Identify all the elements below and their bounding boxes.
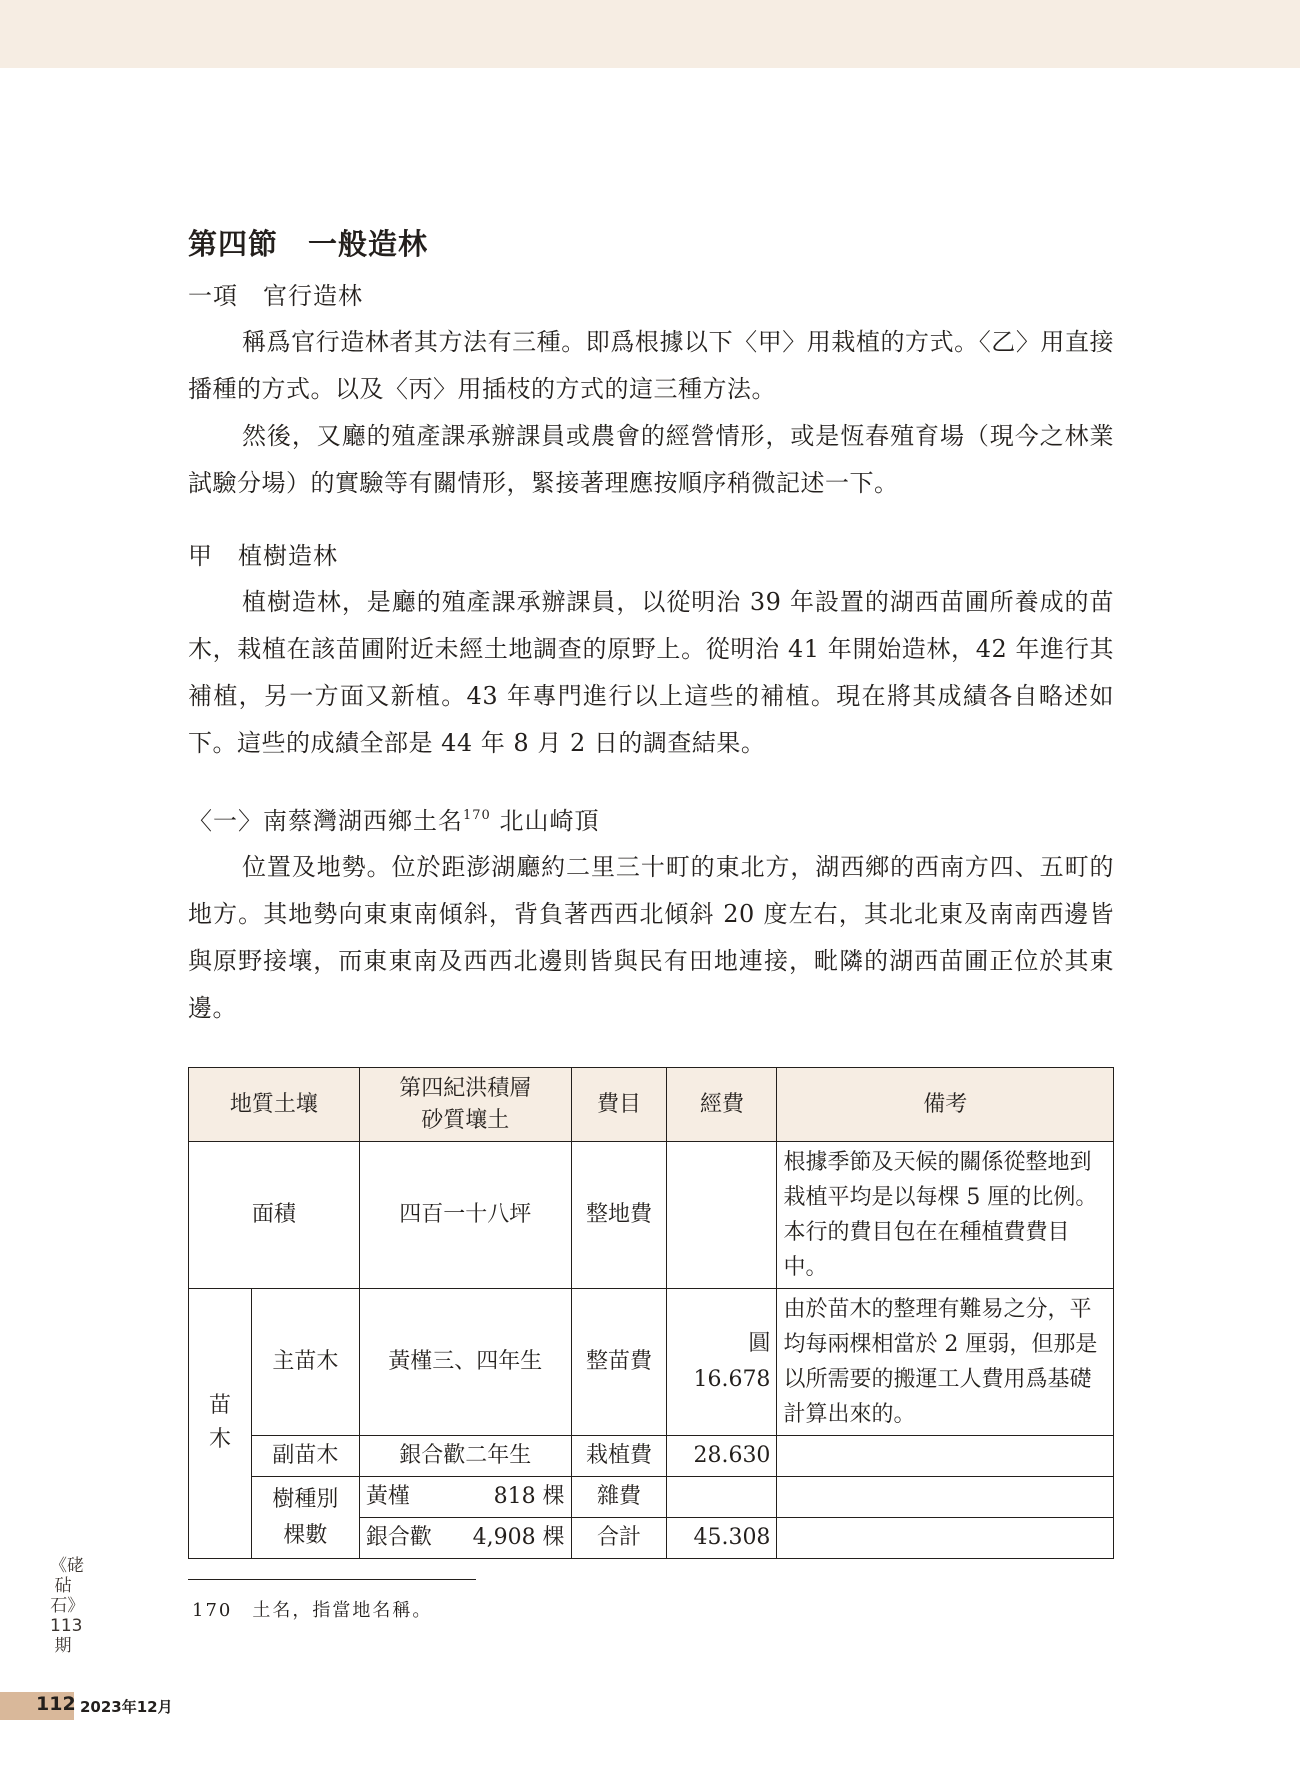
- magazine-title-vertical: 《硓砧石》113期: [50, 1556, 84, 1656]
- species-count: 4,908 棵: [472, 1525, 565, 1550]
- main-seedling-value: 黃槿三、四年生: [359, 1289, 571, 1436]
- item-1-title-text: 〈一〉南蔡灣湖西鄉土名: [188, 807, 463, 835]
- header-item: 費目: [571, 1068, 667, 1142]
- species-count-label: [251, 1477, 359, 1559]
- soil-value-line: 砂質壤土: [421, 1107, 510, 1133]
- header-cost: 經費: [667, 1068, 777, 1142]
- footnote-rule: [188, 1579, 476, 1580]
- footnote: 170 土名，指當地名稱。: [192, 1600, 433, 1621]
- header-band: [0, 0, 1300, 68]
- paragraph: 然後，又廳的殖產課承辦課員或農會的經營情形，或是恆春殖育場（現今之林業試驗分場）的實驗等有關情形，緊接著理應按順序稍微記述一下。: [188, 422, 1114, 497]
- article-body: [188, 222, 1114, 1032]
- species-label-line: 棵數: [283, 1522, 328, 1548]
- paragraph: 稱爲官行造林者其方法有三種。即爲根據以下〈甲〉用栽植的方式。〈乙〉用直接播種的方式。以及〈丙〉用插枝的方式的這三種方法。: [188, 328, 1114, 403]
- species-name: 銀合歡: [365, 1525, 432, 1550]
- main-seedling-label: 主苗木: [251, 1289, 359, 1436]
- misc-cost: [667, 1477, 777, 1518]
- sub-seedling-cost: 28.630: [667, 1436, 777, 1477]
- sub-seedling-remark: [777, 1436, 1114, 1477]
- footnote-ref[interactable]: 170: [463, 808, 491, 823]
- paragraph: 位置及地勢。位於距澎湖廳約二里三十町的東北方，湖西鄉的西南方四、五町的地方。其地勢向東東南傾斜，背負著西西北傾斜 20 度左右，其北北東及南南西邊皆與原野接壤，而東東南及西西北邊則皆與民有田地連接，毗隣的湖西苗圃正位於其東邊。: [188, 853, 1114, 1022]
- area-item: 整地費: [571, 1142, 667, 1289]
- cost-value: 16.678: [693, 1367, 771, 1392]
- seedling-group-label: [189, 1289, 252, 1559]
- main-seedling-item: 整苗費: [571, 1289, 667, 1436]
- species-2: [359, 1518, 571, 1559]
- seedling-group-text: 苗木: [208, 1393, 231, 1452]
- subsection-title: 一項 官行造林: [188, 282, 363, 310]
- table-row: [189, 1477, 1114, 1518]
- sub-seedling-value: 銀合歡二年生: [359, 1436, 571, 1477]
- table-row: [189, 1142, 1114, 1289]
- species-count: 818 棵: [493, 1484, 565, 1509]
- total-item: 合計: [571, 1518, 667, 1559]
- item-1-title-rest: 北山崎頂: [490, 807, 600, 835]
- sub-seedling-item: 栽植費: [571, 1436, 667, 1477]
- currency-unit: 圓: [748, 1331, 771, 1356]
- species-1: [359, 1477, 571, 1518]
- area-cost: [667, 1142, 777, 1289]
- item-1-title: [188, 793, 1114, 844]
- misc-item: 雜費: [571, 1477, 667, 1518]
- table-row: [189, 1436, 1114, 1477]
- area-remark: 根據季節及天候的關係從整地到栽植平均是以每棵 5 厘的比例。本行的費目包在在種植費費目中。: [777, 1142, 1114, 1289]
- page-date: 2023年12月: [80, 1698, 173, 1716]
- total-cost: 45.308: [667, 1518, 777, 1559]
- area-label: 面積: [189, 1142, 360, 1289]
- soil-value-line: 第四紀洪積層: [399, 1075, 532, 1101]
- header-soil-value: [359, 1068, 571, 1142]
- table-header-row: [189, 1068, 1114, 1142]
- area-value: 四百一十八坪: [359, 1142, 571, 1289]
- species-label-line: 樹種別: [272, 1486, 339, 1512]
- total-remark: [777, 1518, 1114, 1559]
- afforestation-table: [188, 1067, 1114, 1559]
- header-soil: 地質土壤: [189, 1068, 360, 1142]
- main-seedling-remark: 由於苗木的整理有難易之分，平均每兩棵相當於 2 厘弱，但那是以所需要的搬運工人費用爲基礎計算出來的。: [777, 1289, 1114, 1436]
- page-number: 112: [36, 1693, 76, 1715]
- part-a-title: 甲 植樹造林: [188, 542, 338, 570]
- table-row: [189, 1289, 1114, 1436]
- section-title: 第四節 一般造林: [188, 227, 429, 261]
- main-seedling-cost: [667, 1289, 777, 1436]
- paragraph: 植樹造林，是廳的殖產課承辦課員，以從明治 39 年設置的湖西苗圃所養成的苗木，栽植在該苗圃附近未經土地調查的原野上。從明治 41 年開始造林，42 年進行其補植，另一方面又新植。43 年專門進行以上這些的補植。現在將其成績各自略述如下。這些的成績全部是 44 年 8 月 2 日的調查結果。: [188, 588, 1114, 757]
- misc-remark: [777, 1477, 1114, 1518]
- species-name: 黃槿: [365, 1484, 410, 1509]
- header-remarks: 備考: [777, 1068, 1114, 1142]
- sub-seedling-label: 副苗木: [251, 1436, 359, 1477]
